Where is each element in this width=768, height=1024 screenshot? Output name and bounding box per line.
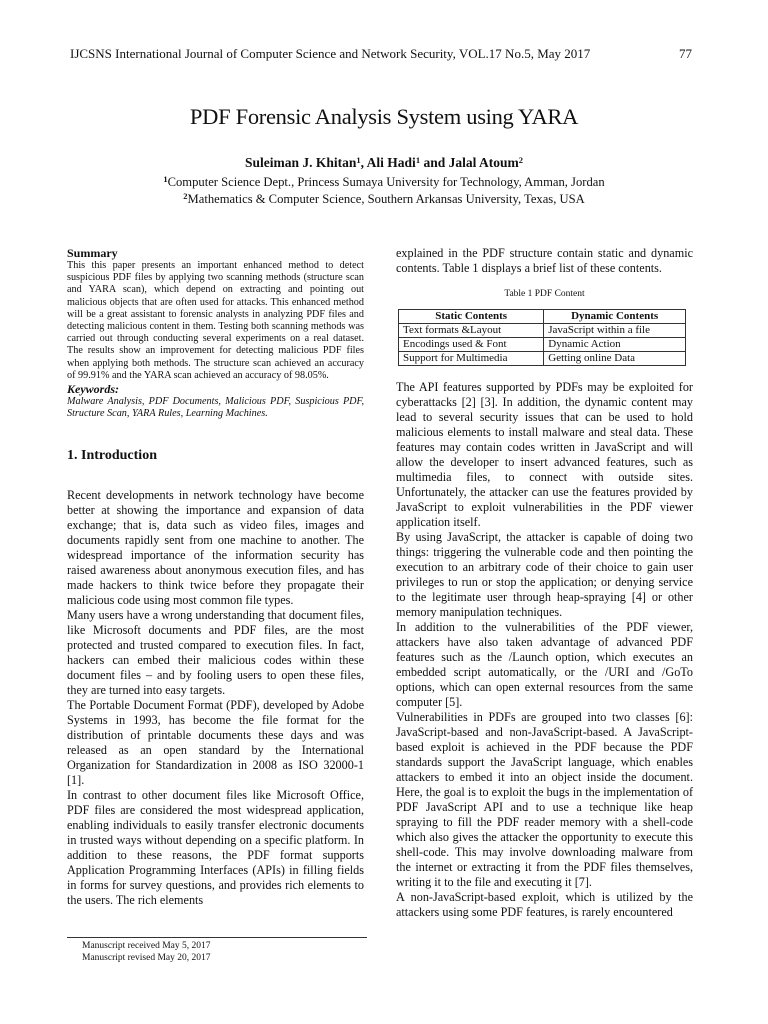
affiliation-text: Computer Science Dept., Princess Sumaya University for Technology, Amman, Jordan [167, 175, 605, 189]
footnote-revised: Manuscript revised May 20, 2017 [82, 953, 211, 963]
body-paragraph: A non-JavaScript-based exploit, which is utilized by the attackers using some PDF features, is rarely encountered [396, 890, 693, 919]
affiliation-2 [0, 192, 768, 207]
intro-paragraph: In contrast to other document files like Microsoft Office, PDF files are considered the most widespread application, enabling individuals to easily transfer electronic documents in trusted ways without depending on a specific platform. In addition to these reasons, the PDF format supports Application Programming Interfaces (APIs) in filling fields in forms for survey questions, and provides rich elements to the users. The rich elements [67, 788, 364, 908]
body-paragraph: The API features supported by PDFs may be exploited for cyberattacks [2] [3]. In addition, the dynamic content may lead to several security issues that can be used to hold malicious elements to install malware and steal data. These features may contain codes written in JavaScript and will allow the developer to insert advanced features, such as multimedia files, to connect with outside sites. Unfortunately, the attacker can use the features provided by JavaScript to exploit vulnerabilities in the PDF viewer application itself. [396, 380, 693, 529]
author-name: Suleiman J. Khitan [245, 155, 357, 170]
keywords-heading: Keywords: [67, 382, 119, 397]
table-cell: Text formats &Layout [399, 324, 544, 338]
summary-heading: Summary [67, 246, 118, 260]
table-row [399, 324, 686, 338]
table-cell: JavaScript within a file [544, 324, 686, 338]
page-number: 77 [679, 46, 692, 61]
body-paragraph: explained in the PDF structure contain static and dynamic contents. Table 1 displays a brief list of these contents. [396, 246, 693, 275]
affiliation-text: Mathematics & Computer Science, Southern Arkansas University, Texas, USA [187, 192, 585, 206]
author-conjunction: and [420, 155, 449, 170]
table-header-row [399, 310, 686, 324]
left-column [67, 246, 364, 908]
table-row [399, 352, 686, 366]
keywords-text: Malware Analysis, PDF Documents, Malicious PDF, Suspicious PDF, Structure Scan, YARA Rules, Learning Machines. [67, 396, 364, 420]
footnote-received: Manuscript received May 5, 2017 [82, 941, 211, 951]
intro-paragraph: Many users have a wrong understanding that document files, like Microsoft documents and PDF files, are the most protected and trusted compared to execution files. In fact, hackers can embed their malicious codes within these document files – and by fooling users to open these files, they are turned into easy targets. [67, 608, 364, 698]
pdf-content-table [398, 309, 686, 366]
table-caption: Table 1 PDF Content [504, 289, 585, 299]
table-cell: Dynamic Action [544, 338, 686, 352]
author-affiliation-mark: 1 [415, 155, 421, 165]
table-cell: Encodings used & Font [399, 338, 544, 352]
affiliation-1 [0, 175, 768, 190]
body-paragraph: Vulnerabilities in PDFs are grouped into two classes [6]: JavaScript-based and non-JavaScript-based. A JavaScript-based exploit is achieved in the PDF because the PDF standards support the JavaScript language, which enables attackers to embed it into an object inside the document. Here, the goal is to exploit the bugs in the implementation of PDF JavaScript API and to use a technique like heap spraying to fill the PDF reader memory with a shell-code which also gives the attacker the opportunity to execute this shell-code. This may involve downloading malware from the internet or extracting it from the PDF files themselves, writing it to the file and executing it [7]. [396, 710, 693, 889]
table-header-cell: Static Contents [399, 310, 544, 324]
table-row [399, 338, 686, 352]
journal-name: IJCSNS International Journal of Computer Science and Network Security, VOL.17 No.5, May 2017 [70, 46, 591, 61]
body-paragraph: By using JavaScript, the attacker is capable of doing two things: triggering the vulnerable code and then pointing the execution to an arbitrary code of their choice to gain user privileges to run or stop the application; or denying service to the legitimate user through heap-spraying [4] or other memory manipulation techniques. [396, 530, 693, 619]
affiliation-mark: 1 [163, 174, 168, 184]
section-heading-introduction: 1. Introduction [67, 448, 157, 464]
author-affiliation-mark: 1 [356, 155, 361, 165]
body-paragraph: In addition to the vulnerabilities of the PDF viewer, attackers have also taken advantage of advanced PDF features such as the /Launch option, which executes an embedded script automatically, or the /URI and /GoTo options, which can open external resources from the same computer [5]. [396, 620, 693, 709]
author-affiliation-mark: 2 [518, 155, 523, 165]
summary-text: This this paper presents an important enhanced method to detect suspicious PDF files by applying two scanning methods (structure scan and YARA scan), which depend on extracting and pointing out malicious objects that are often used for attacks. This enhanced method will be a great assistant to forensic analysts in analyzing PDF files and detecting malicious content in them. Testing both scanning methods was carried out through conducting several experiments on a real dataset. The results show an improvement for detecting malicious PDF files when applying both methods. The structure scan achieved an accuracy of 99.91% and the YARA scan achieved an accuracy of 98.05%. [67, 260, 364, 381]
paper-title: PDF Forensic Analysis System using YARA [189, 104, 579, 129]
author-name: Jalal Atoum [448, 155, 519, 170]
right-column [396, 246, 693, 920]
table-header-cell: Dynamic Contents [544, 310, 686, 324]
author-list: Suleiman J. Khitan$^1$, Ali Hadi$^1$ and Jalal Atoum$^2$ [245, 155, 523, 170]
table-cell: Support for Multimedia [399, 352, 544, 366]
affiliation-mark: 2 [183, 191, 188, 201]
intro-paragraph: Recent developments in network technology have become better at showing the importance and expansion of data exchange; that is, data such as video files, images and documents rapidly sent from one machine to another. The widespread importance of the information security has raised awareness about anonymous execution files, and has made hackers to think twice before they propagate their malicious code using most common file types. [67, 488, 364, 608]
table-cell: Getting online Data [544, 352, 686, 366]
running-header [70, 46, 692, 62]
author-name: Ali Hadi [366, 155, 416, 170]
intro-paragraph: The Portable Document Format (PDF), developed by Adobe Systems in 1993, has become the file format for the distribution of printable documents these days and was released as an open standard by the International Organization for Standardization in 2008 as ISO 32000-1 [1]. [67, 698, 364, 788]
footnote-divider [67, 937, 367, 938]
